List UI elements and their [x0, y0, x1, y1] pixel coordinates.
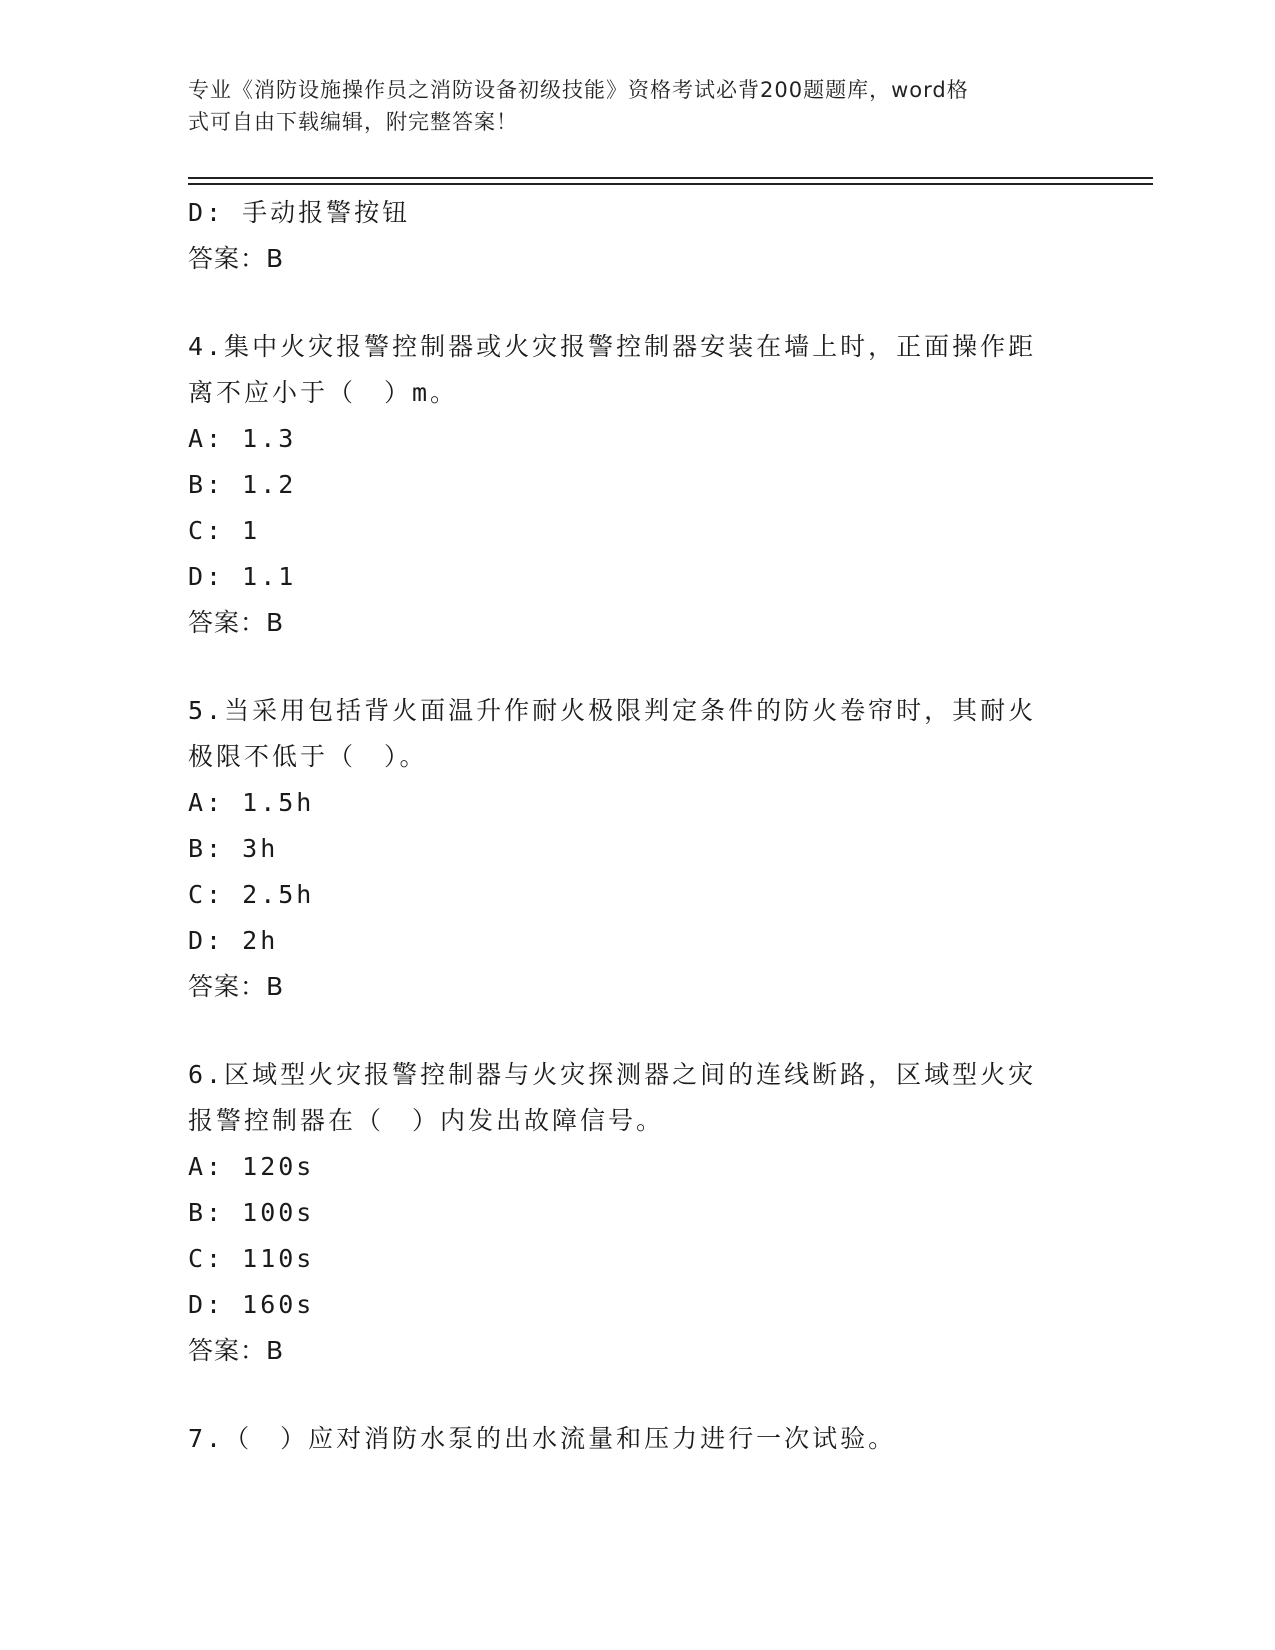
question-3-tail	[188, 190, 1088, 282]
option-b: B: 3h	[188, 834, 279, 863]
question-4	[188, 324, 1088, 646]
question-5	[188, 688, 1088, 1010]
option-c: C: 1	[188, 516, 261, 545]
header-line-2: 式可自由下载编辑，附完整答案！	[188, 110, 518, 134]
answer: 答案：B	[188, 608, 285, 637]
option-d: D: 1.1	[188, 562, 297, 591]
option-c: C: 110s	[188, 1244, 315, 1273]
header-rule-bottom	[188, 183, 1153, 185]
question-5-text-line-2: 极限不低于（ ）。	[188, 742, 428, 771]
option-d: D: 手动报警按钮	[188, 198, 411, 227]
option-d: D: 160s	[188, 1290, 315, 1319]
document-header	[188, 74, 1068, 138]
option-d: D: 2h	[188, 926, 279, 955]
question-7-text-line-1: 7.（ ）应对消防水泵的出水流量和压力进行一次试验。	[188, 1424, 897, 1453]
question-5-text-line-1: 5.当采用包括背火面温升作耐火极限判定条件的防火卷帘时，其耐火	[188, 696, 1037, 725]
question-4-text-line-1: 4.集中火灾报警控制器或火灾报警控制器安装在墙上时，正面操作距	[188, 332, 1037, 361]
header-line-1: 专业《消防设施操作员之消防设备初级技能》资格考试必背200题题库，word格	[188, 78, 969, 102]
option-a: A: 120s	[188, 1152, 315, 1181]
header-rule-top	[188, 177, 1153, 179]
question-6-text-line-2: 报警控制器在（ ）内发出故障信号。	[188, 1106, 665, 1135]
option-c: C: 2.5h	[188, 880, 315, 909]
question-4-text-line-2: 离不应小于（ ）m。	[188, 378, 459, 407]
question-6	[188, 1052, 1088, 1374]
option-b: B: 100s	[188, 1198, 315, 1227]
question-list	[188, 190, 1088, 1462]
answer: 答案：B	[188, 1336, 285, 1365]
option-b: B: 1.2	[188, 470, 297, 499]
option-a: A: 1.5h	[188, 788, 315, 817]
answer: 答案：B	[188, 972, 285, 1001]
answer: 答案：B	[188, 244, 285, 273]
question-6-text-line-1: 6.区域型火灾报警控制器与火灾探测器之间的连线断路，区域型火灾	[188, 1060, 1037, 1089]
question-7	[188, 1416, 1088, 1462]
option-a: A: 1.3	[188, 424, 297, 453]
